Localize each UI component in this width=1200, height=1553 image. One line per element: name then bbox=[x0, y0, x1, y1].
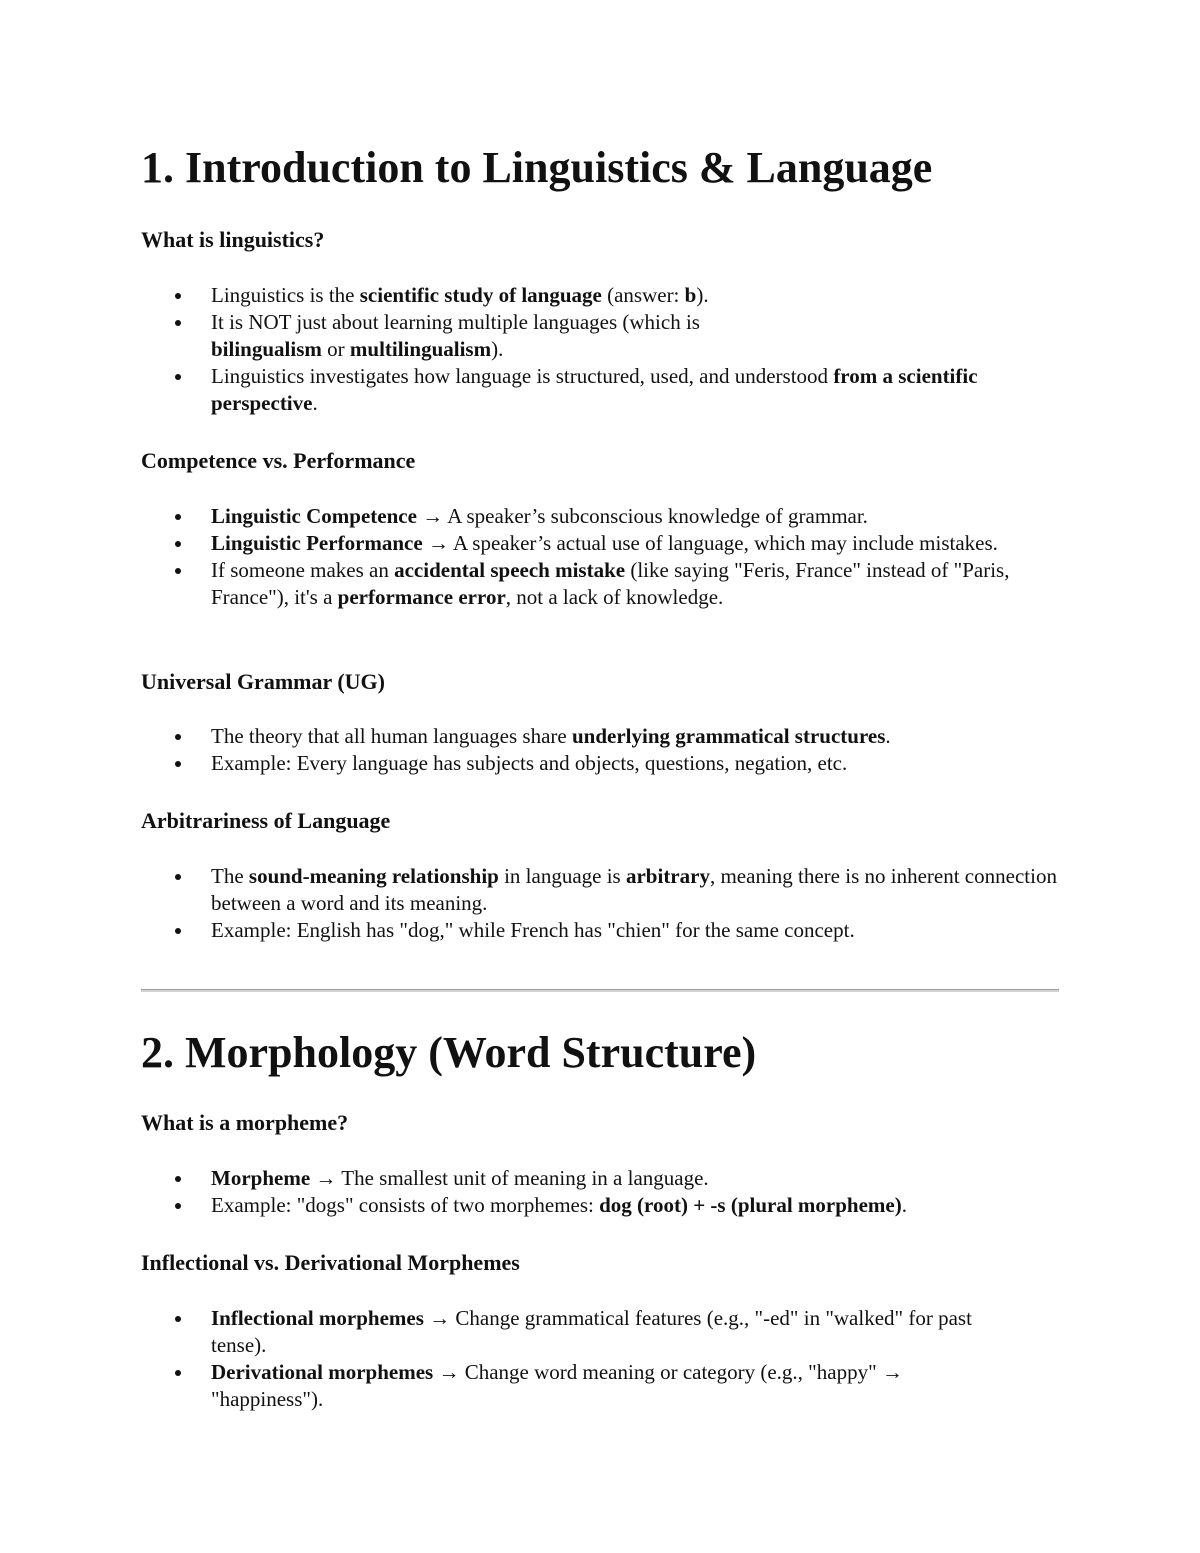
list-item: Derivational morphemes → Change word meaning or category (e.g., "happy" → "happiness"). bbox=[141, 1359, 1001, 1413]
list-inflectional-vs-derivational bbox=[141, 1305, 1061, 1413]
heading-arbitrariness: Arbitrariness of Language bbox=[141, 808, 391, 833]
list-arbitrariness bbox=[141, 863, 1061, 944]
horizontal-divider bbox=[141, 989, 1059, 992]
bullet-icon bbox=[175, 374, 181, 380]
list-item: The sound-meaning relationship in language is arbitrary, meaning there is no inherent connection between a word and its meaning. bbox=[141, 863, 1061, 917]
list-competence-vs-performance bbox=[141, 503, 1061, 611]
heading-inflectional-vs-derivational: Inflectional vs. Derivational Morphemes bbox=[141, 1250, 520, 1275]
list-item: Morpheme → The smallest unit of meaning in a language. bbox=[141, 1165, 1061, 1192]
list-what-is-morpheme bbox=[141, 1165, 1061, 1219]
heading-what-is-morpheme: What is a morpheme? bbox=[141, 1110, 349, 1135]
bullet-icon bbox=[175, 1316, 181, 1322]
heading-universal-grammar: Universal Grammar (UG) bbox=[141, 669, 385, 694]
bullet-icon bbox=[175, 320, 181, 326]
bullet-icon bbox=[175, 874, 181, 880]
list-item: Linguistic Performance → A speaker’s actual use of language, which may include mistakes. bbox=[141, 530, 1031, 557]
list-item: Example: Every language has subjects and objects, questions, negation, etc. bbox=[141, 750, 1061, 777]
section-1-title: 1. Introduction to Linguistics & Language bbox=[141, 143, 933, 192]
list-item: Linguistics is the scientific study of language (answer: b). bbox=[141, 282, 1061, 309]
list-item: Linguistics investigates how language is structured, used, and understood from a scientific perspective. bbox=[141, 363, 1001, 417]
list-item: Example: "dogs" consists of two morphemes: dog (root) + -s (plural morpheme). bbox=[141, 1192, 1061, 1219]
list-item: It is NOT just about learning multiple languages (which is bilingualism or multilingualism). bbox=[141, 309, 771, 363]
list-item: Example: English has "dog," while French has "chien" for the same concept. bbox=[141, 917, 1061, 944]
list-item: The theory that all human languages share underlying grammatical structures. bbox=[141, 723, 1061, 750]
bullet-icon bbox=[175, 1203, 181, 1209]
bullet-icon bbox=[175, 734, 181, 740]
bullet-icon bbox=[175, 514, 181, 520]
bullet-icon bbox=[175, 568, 181, 574]
heading-what-is-linguistics: What is linguistics? bbox=[141, 227, 325, 252]
list-universal-grammar bbox=[141, 723, 1061, 777]
bullet-icon bbox=[175, 293, 181, 299]
bullet-icon bbox=[175, 761, 181, 767]
heading-competence-vs-performance: Competence vs. Performance bbox=[141, 448, 416, 473]
bullet-icon bbox=[175, 1370, 181, 1376]
bullet-icon bbox=[175, 541, 181, 547]
list-item: Linguistic Competence → A speaker’s subconscious knowledge of grammar. bbox=[141, 503, 1061, 530]
list-item: Inflectional morphemes → Change grammatical features (e.g., "-ed" in "walked" for past tense). bbox=[141, 1305, 1031, 1359]
bullet-icon bbox=[175, 928, 181, 934]
bullet-icon bbox=[175, 1176, 181, 1182]
list-item: If someone makes an accidental speech mistake (like saying "Feris, France" instead of "Paris, France"), it's a performance error, not a lack of knowledge. bbox=[141, 557, 1061, 611]
list-what-is-linguistics bbox=[141, 282, 1061, 417]
section-2-title: 2. Morphology (Word Structure) bbox=[141, 1028, 757, 1077]
